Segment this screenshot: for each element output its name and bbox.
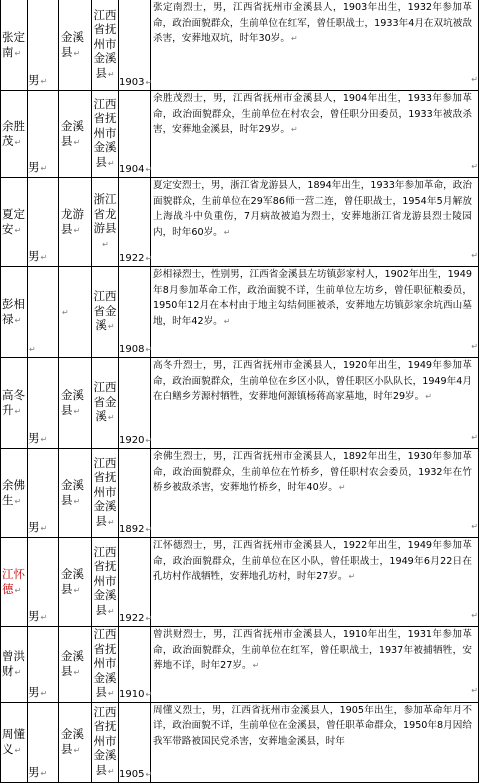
name-cell: 余佛生↵ — [1, 449, 28, 538]
gender-cell: 男↵ — [28, 702, 59, 782]
name-cell: 曾洪财↵ — [1, 627, 28, 703]
name-cell: 夏定安↵ — [1, 178, 28, 267]
county-cell: 龙游县↵ — [59, 178, 92, 267]
county-cell: 金溪县↵ — [59, 627, 92, 703]
county-cell: 金溪县↵ — [59, 702, 92, 782]
province-cell: 江西省金溪↵ — [92, 358, 119, 449]
gender-cell: 男↵ — [28, 0, 59, 91]
name-cell: 彭相禄↵ — [1, 267, 28, 358]
paragraph-mark-icon: ↵ — [471, 250, 478, 260]
name-cell: 江怀德↵ — [1, 538, 28, 627]
table-row — [1, 178, 479, 267]
name-cell: 周懂义↵ — [1, 702, 28, 782]
county-cell: 金溪县↵ — [59, 538, 92, 627]
gender-cell: 男↵ — [28, 449, 59, 538]
paragraph-mark-icon: ↵ — [471, 686, 478, 695]
gender-cell: 男↵ — [28, 178, 59, 267]
paragraph-mark-icon: ↵ — [471, 610, 478, 620]
county-cell: 金溪县↵ — [59, 0, 92, 91]
table-row — [1, 538, 479, 627]
province-cell: 江西省抚州市金溪县↵ — [92, 91, 119, 178]
gender-cell: 男↵ — [28, 627, 59, 703]
name-cell: 张定南↵ — [1, 0, 28, 91]
name-cell: 余胜茂↵ — [1, 91, 28, 178]
gender-cell: 男↵ — [28, 538, 59, 627]
gender-cell: ↵ — [28, 267, 59, 358]
description-cell: 曾洪财烈士，男，江西省抚州市金溪县人，1910年出生，1931年参加革命，政治面貌群众，生前单位在红军，曾任职战士，1937年被捕牺牲，安葬地不详，时年27岁。↵ ↵ — [151, 627, 479, 703]
birth-year-cell: 1920↵ — [119, 358, 151, 449]
paragraph-mark-icon: ↵ — [471, 521, 478, 531]
province-cell: 江西省抚州市金溪县↵ — [92, 0, 119, 91]
birth-year-cell: 1903↵ — [119, 0, 151, 91]
province-cell: 浙江省龙游县↵ — [92, 178, 119, 267]
birth-year-cell: 1922↵ — [119, 178, 151, 267]
birth-year-cell: 1908↵ — [119, 267, 151, 358]
province-cell: 江西省抚州市金溪县↵ — [92, 702, 119, 782]
birth-year-cell: 1892↵ — [119, 449, 151, 538]
description-cell: 高冬升烈士，男，江西省抚州市金溪县人，1920年出生，1949年参加革命，政治面貌群众，生前单位在乡区小队，曾任职区小队队长，1949年4月在白鳝乡芳源村牺牲，安葬地何源镇杨蒋高家墓地，时年29岁。↵ ↵ — [151, 358, 479, 449]
birth-year-cell: 1904↵ — [119, 91, 151, 178]
table-row — [1, 449, 479, 538]
birth-year-cell: 1910↵ — [119, 627, 151, 703]
birth-year-cell: 1922↵ — [119, 538, 151, 627]
paragraph-mark-icon: ↵ — [471, 161, 478, 171]
description-cell: 张定南烈士，男，江西省抚州市金溪县人，1903年出生，1932年参加革命，政治面貌群众，生前单位在红军，曾任职战士，1933年4月在双坑被敌杀害，安葬地双坑，时年30岁。↵ ↵ — [151, 0, 479, 91]
paragraph-mark-icon: ↵ — [471, 74, 478, 84]
description-cell: 余胜茂烈士，男，江西省抚州市金溪县人，1904年出生，1933年参加革命，政治面貌群众，生前单位在村农会，曾任职分田委员，1933年被敌杀害，安葬地金溪县，时年29岁。↵ ↵ — [151, 91, 479, 178]
province-cell: 江西省抚州市金溪县↵ — [92, 538, 119, 627]
table-row — [1, 91, 479, 178]
table-row — [1, 627, 479, 703]
description-cell: 周懂义烈士，男，江西省抚州市金溪县人，1905年出生，参加革命年月不详，政治面貌不详，生前单位在金溪县，曾任职革命群众，1950年8月因给我军带路被国民党杀害，安葬地金溪县，时年 — [151, 702, 479, 782]
gender-cell: 男↵ — [28, 91, 59, 178]
name-cell: 高冬升↵ — [1, 358, 28, 449]
table-row — [1, 702, 479, 782]
description-cell: 夏定安烈士，男，浙江省龙游县人，1894年出生，1933年参加革命，政治面貌群众，生前单位在29军86师一营二连，曾任职战士，1954年5月解放上海战斗中负重伤，7月病故被追为烈士，安葬地浙江省龙游县烈士陵园内，时年60岁。↵ ↵ — [151, 178, 479, 267]
table-row — [1, 0, 479, 91]
paragraph-mark-icon: ↵ — [471, 432, 478, 442]
birth-year-cell: 1905↵ — [119, 702, 151, 782]
county-cell: 金溪县↵ — [59, 91, 92, 178]
province-cell: 江西省抚州市金溪县↵ — [92, 627, 119, 703]
description-cell: 彭相禄烈士，性别男，江西省金溪县左坊镇彭家村人，1902年出生，1949年8月参加革命工作，政治面貌不详，生前单位左坊乡，曾任职征粮委员，1950年12月在本村由于地主勾结伺匪被杀，安葬地左坊镇彭家余坑西山墓地，时年42岁。↵ ↵ — [151, 267, 479, 358]
table-row — [1, 267, 479, 358]
county-cell: ↵ — [59, 267, 92, 358]
county-cell: 金溪县↵ — [59, 358, 92, 449]
county-cell: 金溪县↵ — [59, 449, 92, 538]
province-cell: 江西省抚州市金溪县↵ — [92, 449, 119, 538]
gender-cell: 男↵ — [28, 358, 59, 449]
description-cell: 江怀德烈士，男，江西省抚州市金溪县人，1922年出生，1949年参加革命，政治面貌群众，生前单位在区小队，曾任职战士，1949年6月22日在孔坊村作战牺牲，安葬地孔坊村，时年27岁。↵ ↵ — [151, 538, 479, 627]
description-cell: 余佛生烈士，男，江西省抚州市金溪县人，1892年出生，1930年参加革命，政治面貌群众，生前单位在竹桥乡，曾任职村农会委员，1932年在竹桥乡被敌杀害，安葬地竹桥乡，时年40岁。↵ ↵ — [151, 449, 479, 538]
province-cell: 江西省金溪↵ — [92, 267, 119, 358]
paragraph-mark-icon: ↵ — [471, 341, 478, 351]
table-row — [1, 358, 479, 449]
